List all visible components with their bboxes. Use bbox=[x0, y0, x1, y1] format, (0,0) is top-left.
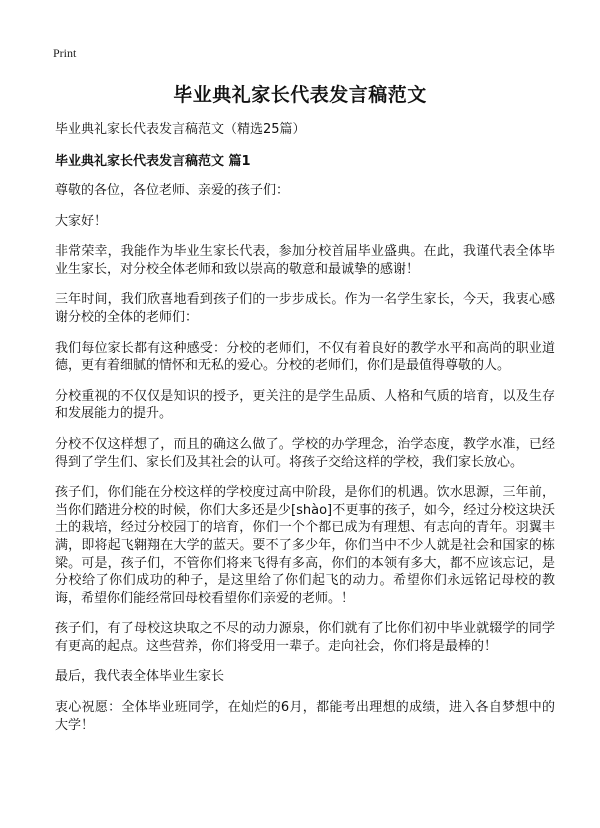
print-link[interactable]: Print bbox=[53, 46, 77, 60]
article-body bbox=[55, 121, 555, 747]
paragraph: 非常荣幸，我能作为毕业生家长代表，参加分校首届毕业盛典。在此，我谨代表全体毕业生家长，对分校全体老师和致以崇高的敬意和最诚挚的感谢！ bbox=[55, 244, 555, 277]
paragraph: 分校不仅这样想了，而且的确这么做了。学校的办学理念，治学态度，教学水准，已经得到了学生们、家长们及其社会的认可。将孩子交给这样的学校，我们家长放心。 bbox=[55, 436, 555, 470]
paragraph: 最后，我代表全体毕业生家长 bbox=[55, 669, 225, 685]
paragraph: 大家好！ bbox=[55, 213, 108, 229]
paragraph: 我们每位家长都有这种感受：分校的老师们，不仅有着良好的教学水平和高尚的职业道德，更有着细腻的情怀和无私的爱心。分校的老师们，你们是最值得尊敬的人。 bbox=[55, 340, 555, 374]
paragraph: 尊敬的各位，各位老师、亲爱的孩子们： bbox=[55, 183, 290, 198]
paragraph: 分校重视的不仅仅是知识的授予，更关注的是学生品质、人格和气质的培育，以及生存和发展能力的提升。 bbox=[55, 388, 555, 422]
page-title: 毕业典礼家长代表发言稿范文 bbox=[173, 84, 427, 106]
paragraph: 衷心祝愿：全体毕业班同学，在灿烂的6月，都能考出理想的成绩，进入各自梦想中的大学！ bbox=[55, 700, 555, 733]
paragraph: 孩子们，你们能在分校这样的学校度过高中阶段，是你们的机遇。饮水思源，三年前，当你们踏进分校的时候，你们大多还是少[shào]不更事的孩子，如今，经过分校这块沃土的栽培，经过分校园丁的培育，你们一个个都已成为有理想、有志向的青年。羽翼丰满，即将起飞翱翔在大学的蓝天。要不了多少年，你们当中不少人就是社会和国家的栋梁。可是，孩子们，不管你们将来飞得有多高，你们的本领有多大，都不应该忘记，是分校给了你们成功的种子，是这里给了你们起飞的动力。希望你们永远铭记母校的教诲，希望你们能经常回母校看望你们亲爱的老师。！ bbox=[55, 485, 555, 606]
paragraph: 孩子们，有了母校这块取之不尽的动力源泉，你们就有了比你们初中毕业就辍学的同学有更高的起点。这些营养，你们将受用一辈子。走向社会，你们将是最棒的！ bbox=[55, 621, 555, 654]
paragraph: 三年时间，我们欣喜地看到孩子们的一步步成长。作为一名学生家长，今天，我衷心感谢分校的全体的老师们： bbox=[55, 292, 555, 325]
section-heading: 毕业典礼家长代表发言稿范文 篇1 bbox=[55, 154, 251, 169]
article-subtitle: 毕业典礼家长代表发言稿范文（精选25篇） bbox=[55, 122, 306, 137]
